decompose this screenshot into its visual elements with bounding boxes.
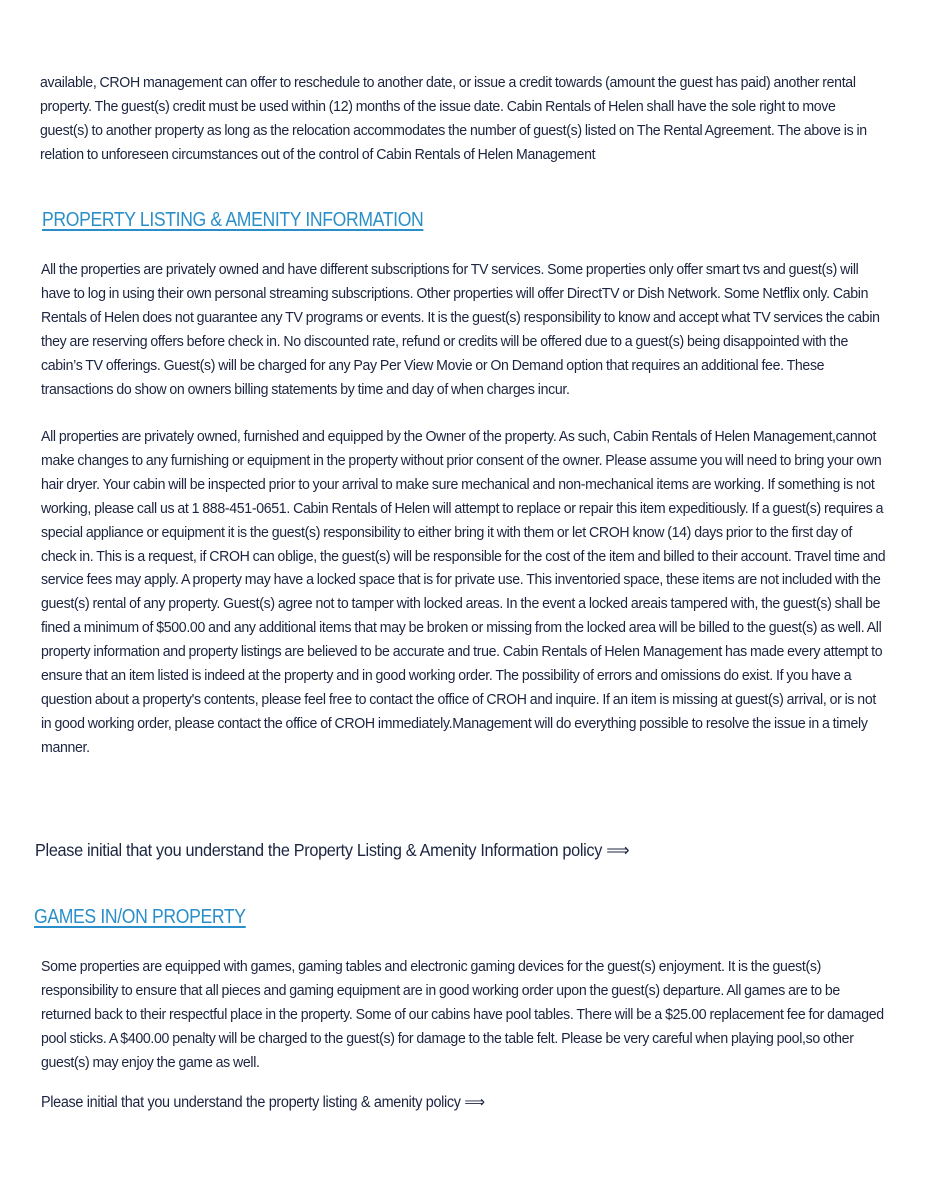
- initial-prompt-text: Please initial that you understand the property listing & amenity policy: [41, 1094, 461, 1111]
- games-heading: GAMES IN/ON PROPERTY: [34, 906, 246, 928]
- property-listing-heading: PROPERTY LISTING & AMENITY INFORMATION: [42, 209, 424, 231]
- furnishings-paragraph: All properties are privately owned, furnished and equipped by the Owner of the property. As such, Cabin Rentals of Helen Management,cannot make changes to any furnishing or equipment in the property without prior consent of the owner. Please assume you will need to bring your own hair dryer. Your cabin will be inspected prior to your arrival to make sure mechanical and non-mechanical items are working. If something is not working, please call us at 1 888-451-0651. Cabin Rentals of Helen will attempt to replace or repair this item expeditiously. If a guest(s) requires a special appliance or equipment it is the guest(s) responsibility to either bring it with them or let CROH know (14) days prior to the first day of check in. This is a request, if CROH can oblige, the guest(s) will be responsible for the cost of the item and billed to their account. Travel time and service fees may apply. A property may have a locked space that is for private use. This inventoried space, these items are not included with the guest(s) rental of any property. Guest(s) agree not to tamper with locked areas. In the event a locked areais tampered with, the guest(s) shall be fined a minimum of $500.00 and any additional items that may be broken or missing from the locked area will be billed to the guest(s) as well. All property information and property listings are believed to be accurate and true. Cabin Rentals of Helen Management has made every attempt to ensure that an item listed is indeed at the property and in good working order. The possibility of errors and omissions do exist. If you have a question about a property's contents, please feel free to contact the office of CROH and inquire. If an item is missing at guest(s) arrival, or is not in good working order, please contact the office of CROH immediately.Management will do everything possible to resolve the issue in a timely manner.: [41, 428, 886, 756]
- property-listing-initial-prompt: [35, 838, 629, 863]
- intro-paragraph: available, CROH management can offer to reschedule to another date, or issue a credit towards (amount the guest has paid) another rental property. The guest(s) credit must be used within (12) months of the issue date. Cabin Rentals of Helen shall have the sole right to move guest(s) to another property as long as the relocation accommodates the number of guest(s) listed on The Rental Agreement. The above is in relation to unforeseen circumstances out of the control of Cabin Rentals of Helen Management: [40, 74, 867, 163]
- games-initial-prompt: [41, 1090, 485, 1115]
- tv-services-paragraph: All the properties are privately owned and have different subscriptions for TV services. Some properties only offer smart tvs and guest(s) will have to log in using their own personal streaming subscriptions. Other properties will offer DirectTV or Dish Network. Some Netflix only. Cabin Rentals of Helen does not guarantee any TV programs or events. It is the guest(s) responsibility to know and accept what TV services the cabin they are reserving offers before check in. No discounted rate, refund or credits will be offered due to a guest(s) being disappointed with the cabin’s TV offerings. Guest(s) will be charged for any Pay Per View Movie or On Demand option that requires an additional fee. These transactions do show on owners billing statements by time and day of when charges incur.: [41, 261, 880, 398]
- games-paragraph: Some properties are equipped with games, gaming tables and electronic gaming devices for the guest(s) enjoyment. It is the guest(s) responsibility to ensure that all pieces and gaming equipment are in good working order upon the guest(s) departure. All games are to be returned back to their respectful place in the property. Some of our cabins have pool tables. There will be a $25.00 replacement fee for damaged pool sticks. A $400.00 penalty will be charged to the guest(s) for damage to the table felt. Please be very careful when playing pool,so other guest(s) may enjoy the game as well.: [41, 958, 884, 1071]
- right-arrow-icon: ⟹: [464, 1093, 485, 1111]
- right-arrow-icon: ⟹: [606, 841, 630, 861]
- initial-prompt-text: Please initial that you understand the Property Listing & Amenity Information policy: [35, 840, 603, 860]
